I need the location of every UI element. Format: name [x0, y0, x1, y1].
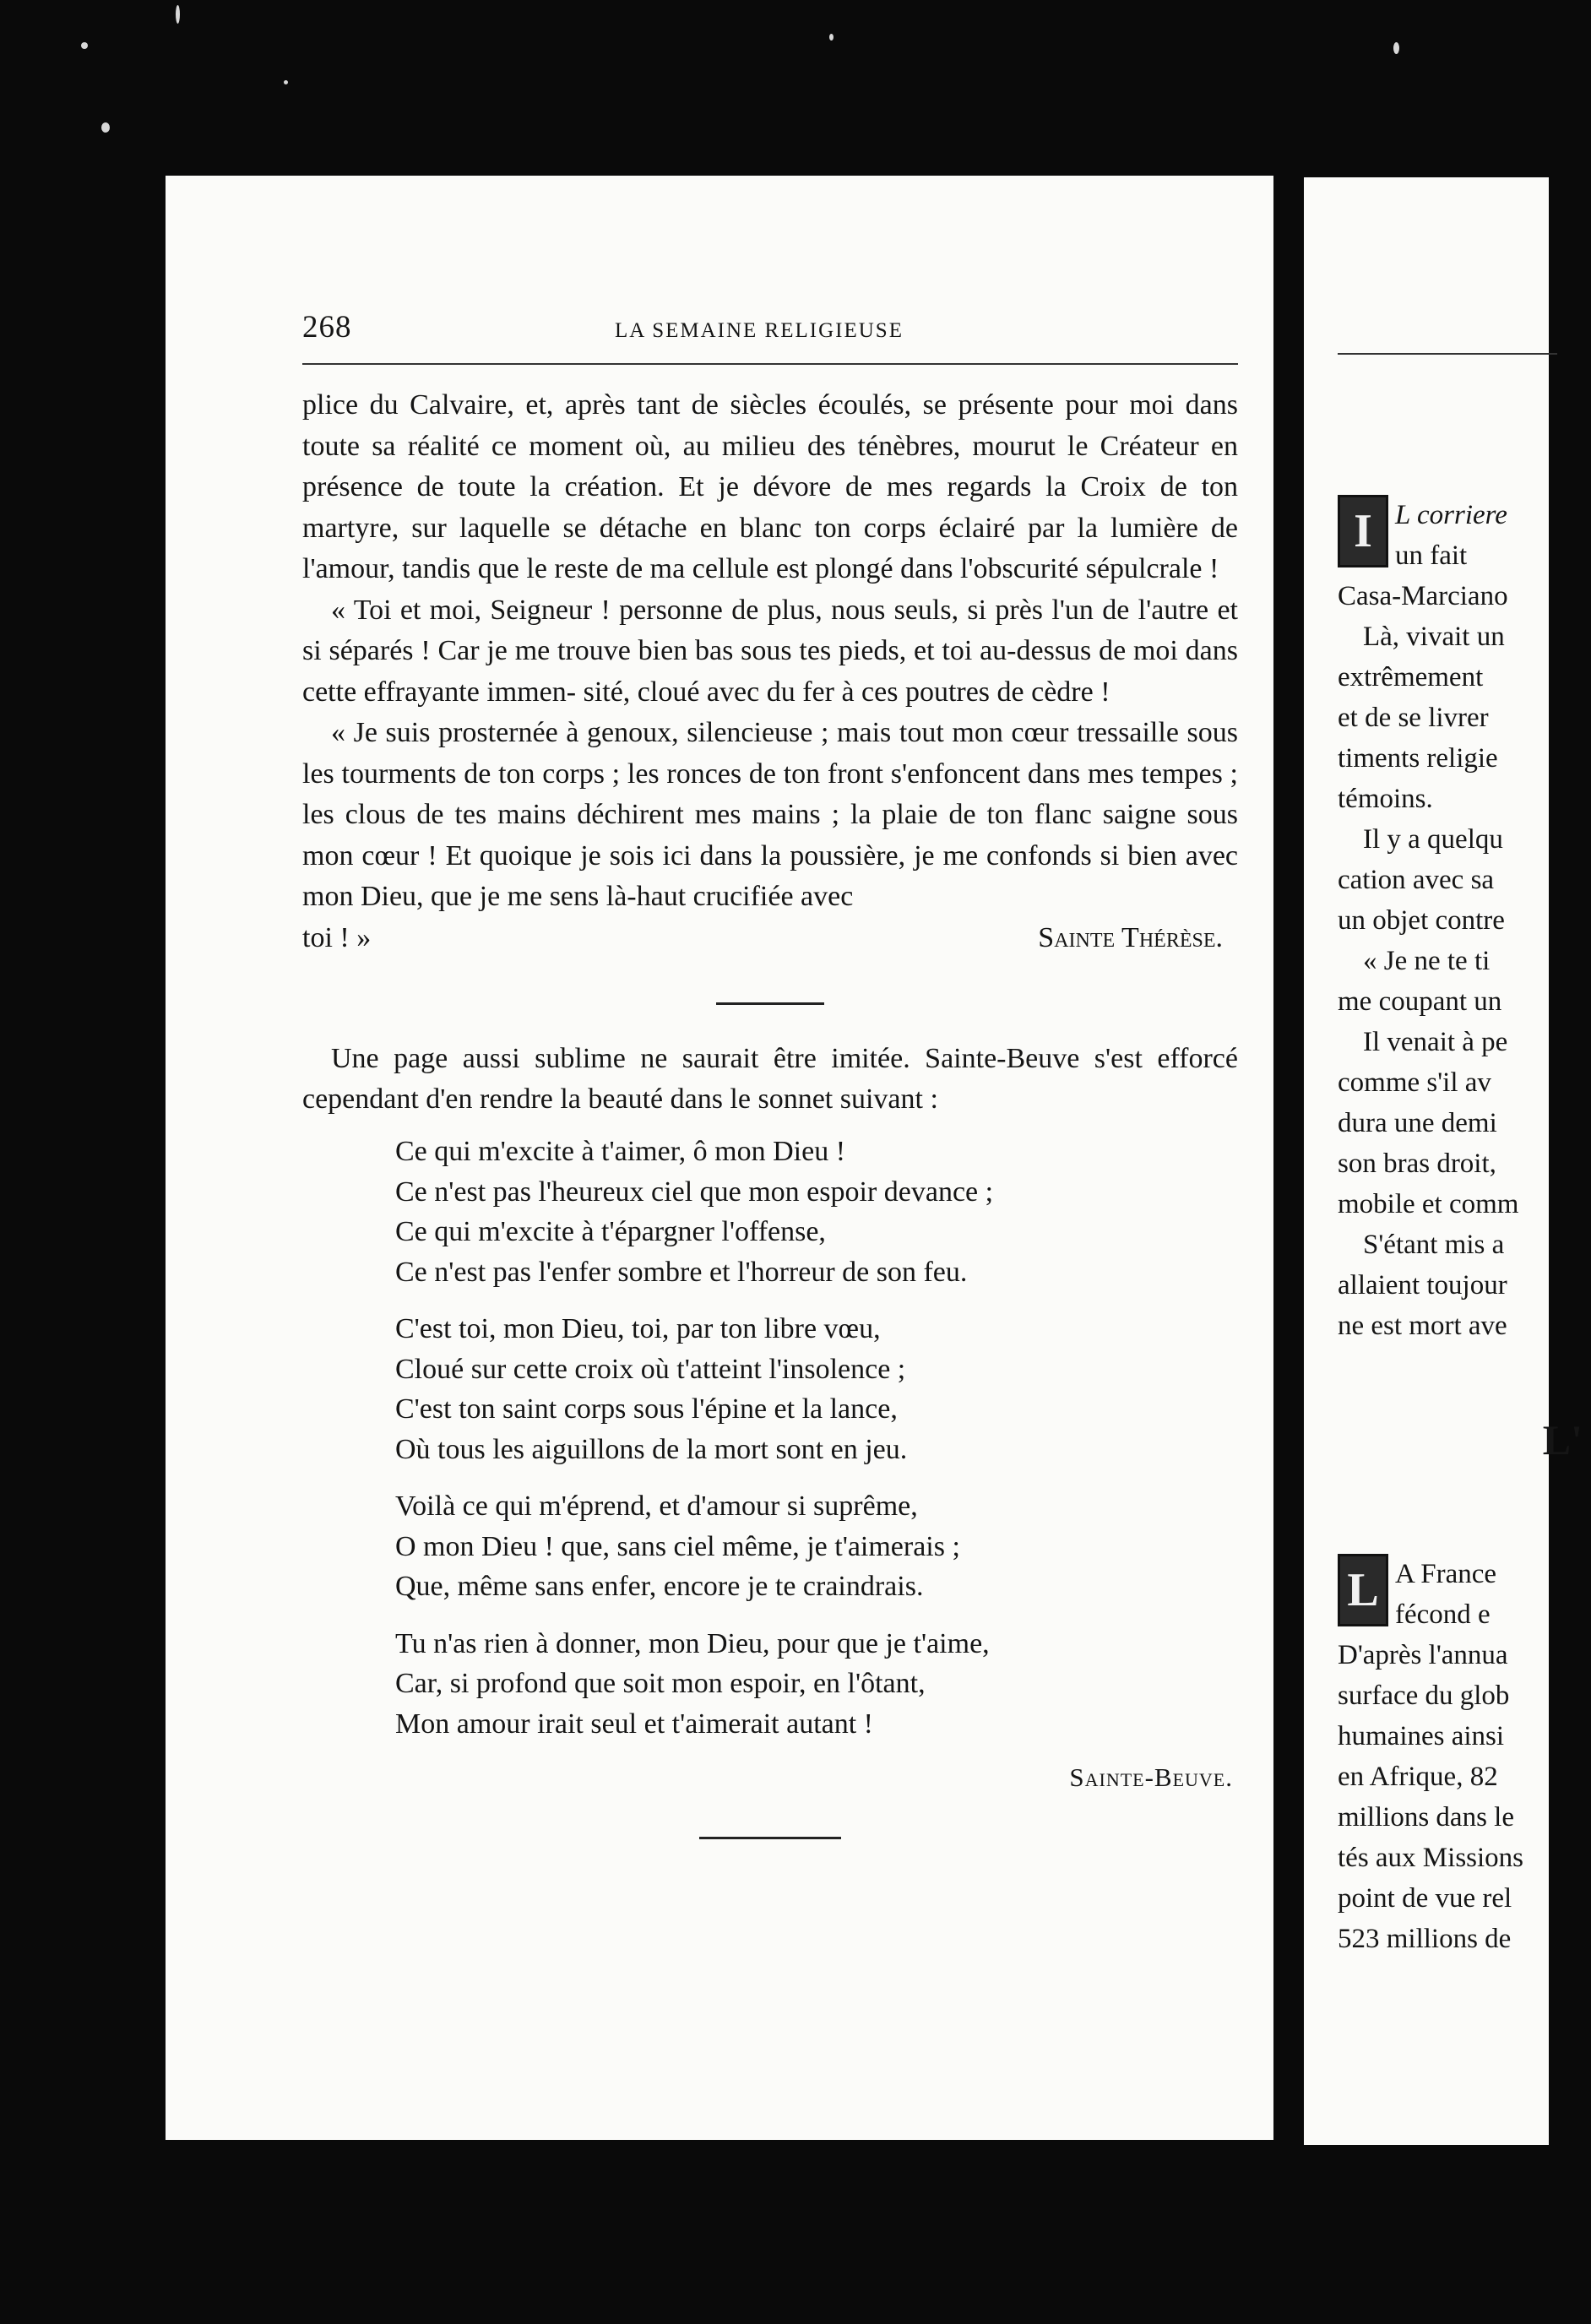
text-line: timents religie: [1338, 743, 1498, 774]
stanza: [395, 1486, 1238, 1607]
scan-speck: [176, 5, 180, 24]
text-line: Il venait à pe: [1363, 1027, 1508, 1057]
right-page-cropped: [1304, 177, 1583, 2145]
paragraph: [302, 385, 1238, 590]
verse-line: Cloué sur cette croix où t'atteint l'insolence ;: [395, 1353, 906, 1385]
text-line: millions dans le: [1338, 1802, 1514, 1833]
article-block-1: [1338, 495, 1591, 1346]
text-line: A France: [1395, 1559, 1497, 1589]
text-line: allaient toujour: [1338, 1270, 1507, 1300]
text-line: de l'amour, tandis que le reste de ma cellule est plongé dans: [302, 512, 1238, 584]
right-page-text-block: [1338, 353, 1591, 1959]
verse-line: O mon Dieu ! que, sans ciel même, je t'aimerais ;: [395, 1530, 960, 1562]
running-title: LA SEMAINE RELIGIEUSE: [615, 319, 904, 342]
paragraph: [302, 713, 1238, 918]
text-line: « Je ne te ti: [1363, 946, 1491, 976]
paragraph: [302, 1039, 1238, 1120]
section-separator: [716, 1002, 824, 1005]
text-line: Casa-Marciano: [1338, 581, 1508, 611]
verse-line: C'est ton saint corps sous l'épine et la lance,: [395, 1393, 898, 1425]
left-page: [166, 176, 1273, 2140]
stanza: [395, 1624, 1238, 1745]
text-line: son bras droit,: [1338, 1148, 1496, 1179]
verse-line: Car, si profond que soit mon espoir, en l'ôtant,: [395, 1668, 926, 1699]
text-line: 523 millions de: [1338, 1924, 1512, 1954]
closing-separator: [699, 1837, 841, 1839]
signature-sainte-therese: Sainte Thérèse.: [1038, 921, 1223, 953]
verse-line: Ce qui m'excite à t'aimer, ô mon Dieu !: [395, 1136, 846, 1167]
verse-line: Ce qui m'excite à t'épargner l'offense,: [395, 1216, 826, 1247]
left-page-text-block: [302, 302, 1238, 1839]
article-block-2: [1338, 1554, 1591, 1959]
text-line: Là, vivait un: [1363, 622, 1505, 652]
text-line: cœur tressaille sous les tourments de ton corps ; les ronces de: [302, 717, 1238, 790]
scan-speck: [284, 80, 288, 84]
page-number: 268: [302, 310, 352, 345]
text-line: plice du Calvaire, et, après tant de siècles écoulés, se présente: [302, 389, 1054, 421]
text-line: Il y a quelqu: [1363, 824, 1503, 855]
text-line: me coupant un: [1338, 986, 1502, 1017]
text-line: l'un de l'autre et si séparés ! Car je me trouve bien bas sous: [302, 594, 1238, 666]
text-line: et de se livrer: [1338, 703, 1489, 733]
text-line: humaines ainsi: [1338, 1721, 1505, 1751]
text-line: tés aux Missions: [1338, 1843, 1524, 1873]
text-line: en Afrique, 82: [1338, 1762, 1498, 1792]
text-line: témoins.: [1338, 784, 1433, 814]
text-line: déchirent mes mains ; la plaie de ton flanc saigne sous mon: [302, 799, 1238, 872]
text-line: dura une demi: [1338, 1108, 1497, 1138]
signature-sainte-beuve: Sainte-Beuve.: [1069, 1762, 1233, 1792]
text-line: point de vue rel: [1338, 1883, 1512, 1914]
verse-line: Que, même sans enfer, encore je te craindrais.: [395, 1571, 924, 1602]
scan-speck: [1393, 42, 1399, 54]
running-head: [302, 302, 1238, 355]
text-line: « Toi et moi, Seigneur ! personne de plus, nous seuls, si près: [331, 594, 1044, 626]
text-line: mobile et comm: [1338, 1189, 1519, 1219]
text-line: extrêmement: [1338, 662, 1484, 692]
header-rule: [1338, 353, 1557, 355]
text-line: cœur ! Et quoique je sois ici dans la poussière, je me confonds: [361, 839, 1092, 872]
closing-line: [302, 918, 1238, 959]
text-line: Une page aussi sublime ne saurait être imitée. Sainte-Beuve: [331, 1043, 1080, 1074]
ornamental-dropcap: L: [1338, 1554, 1388, 1626]
verse-line: Voilà ce qui m'éprend, et d'amour si suprême,: [395, 1491, 918, 1522]
text-line: pour moi dans toute sa réalité ce moment où, au milieu des: [302, 389, 1239, 462]
text-line: comme s'il av: [1338, 1067, 1491, 1098]
verse-line: Où tous les aiguillons de la mort sont en jeu.: [395, 1433, 908, 1465]
text-line: un fait: [1395, 540, 1468, 571]
text-line: L corriere: [1395, 500, 1507, 530]
text-line: D'après l'annua: [1338, 1640, 1508, 1670]
text-line: fécond e: [1395, 1599, 1491, 1630]
text-line: s'est efforcé cependant d'en rendre la beauté dans le sonnet: [302, 1043, 1238, 1115]
text-line: l'obscurité sépulcrale !: [959, 553, 1219, 584]
text-line: sité, cloué avec du fer à ces poutres de cèdre !: [583, 676, 1110, 708]
verse-line: C'est toi, mon Dieu, toi, par ton libre vœu,: [395, 1313, 881, 1344]
header-rule: [302, 363, 1238, 365]
text-line: un objet contre: [1338, 905, 1505, 936]
scan-speck: [101, 122, 110, 133]
text-line: surface du glob: [1338, 1681, 1510, 1711]
text-line: ténèbres, mourut le Créateur en présence de toute la création.: [302, 430, 1239, 502]
verse-line: Mon amour irait seul et t'aimerait autant !: [395, 1708, 873, 1740]
paragraph: [302, 590, 1238, 714]
text-line: Et je dévore de mes regards la Croix de ton martyre, sur: [302, 471, 1239, 544]
text-line: suivant :: [839, 1083, 938, 1115]
text-line: toi ! »: [302, 921, 372, 953]
sonnet: [395, 1132, 1238, 1798]
ornamental-dropcap: I: [1338, 495, 1388, 567]
text-line: laquelle se détache en blanc ton corps éclairé par la lumière: [459, 512, 1198, 544]
text-line: cation avec sa: [1338, 865, 1495, 895]
verse-line: Ce n'est pas l'enfer sombre et l'horreur de son feu.: [395, 1256, 968, 1288]
scan-speck: [829, 34, 834, 41]
text-line: S'étant mis a: [1363, 1230, 1505, 1260]
quotation-prose: [302, 385, 1238, 958]
stanza: [395, 1132, 1238, 1292]
scan-speck: [81, 42, 88, 49]
text-line: ton front s'enfoncent dans mes tempes ; les clous de tes mains: [302, 757, 1238, 830]
verse-line: Ce n'est pas l'heureux ciel que mon espoir devance ;: [395, 1176, 994, 1208]
verse-line: Tu n'as rien à donner, mon Dieu, pour que je t'aime,: [395, 1627, 990, 1659]
text-line: « Je suis prosternée à genoux, silencieuse ; mais tout mon: [331, 717, 1003, 748]
stanza: [395, 1309, 1238, 1469]
text-line: tes pieds, et toi au-dessus de moi dans cette effrayante immen-: [302, 635, 1238, 708]
sonnet-introduction: [302, 1039, 1238, 1120]
text-line: ne est mort ave: [1338, 1311, 1507, 1341]
section-heading: L': [1542, 1416, 1583, 1463]
text-line: si bien avec mon Dieu, que je me sens là-haut crucifiée avec: [302, 839, 1239, 912]
